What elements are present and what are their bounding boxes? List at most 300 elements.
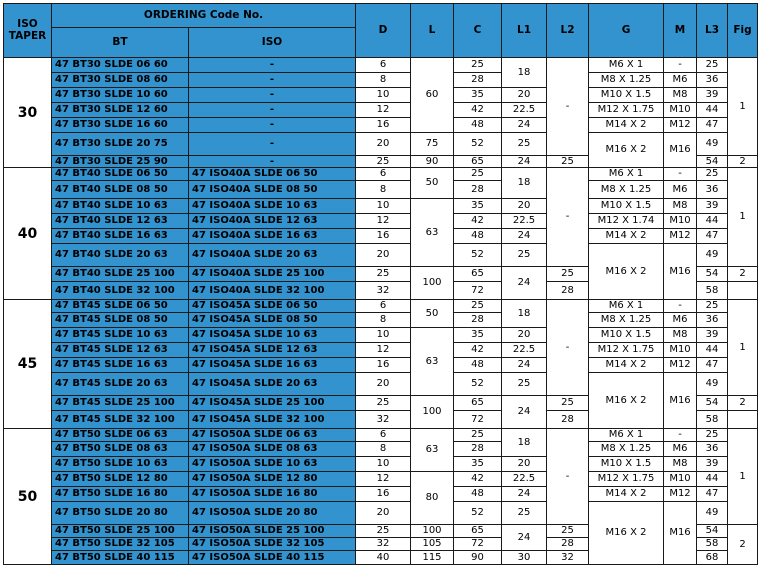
d-cell: 6 <box>356 58 411 73</box>
d-cell: 25 <box>356 525 411 538</box>
bt-code-cell: 47 BT45 SLDE 12 63 <box>52 343 189 358</box>
l-cell: 80 <box>411 472 454 525</box>
iso-code-cell: 47 ISO50A SLDE 16 80 <box>189 487 356 502</box>
bt-code-cell: 47 BT30 SLDE 16 60 <box>52 118 189 133</box>
table-row <box>4 487 758 502</box>
m-cell: M10 <box>664 472 697 487</box>
bt-code-cell: 47 BT40 SLDE 32 100 <box>52 282 189 300</box>
iso-code-cell: - <box>189 73 356 88</box>
header-m: M <box>664 4 697 58</box>
bt-code-cell: 47 BT30 SLDE 20 75 <box>52 133 189 156</box>
c-cell: 28 <box>454 313 502 328</box>
l3-cell: 47 <box>697 487 728 502</box>
g-cell: M14 X 2 <box>589 487 664 502</box>
c-cell: 35 <box>454 199 502 214</box>
d-cell: 10 <box>356 199 411 214</box>
fig-cell <box>728 411 758 429</box>
g-cell: M6 X 1 <box>589 429 664 442</box>
table-row <box>4 472 758 487</box>
iso-code-cell: - <box>189 118 356 133</box>
d-cell: 20 <box>356 244 411 267</box>
bt-code-cell: 47 BT50 SLDE 10 63 <box>52 457 189 472</box>
d-cell: 6 <box>356 429 411 442</box>
taper-cell: 40 <box>4 168 52 300</box>
c-cell: 28 <box>454 73 502 88</box>
l-cell: 115 <box>411 551 454 565</box>
fig-cell: 1 <box>728 168 758 267</box>
d-cell: 20 <box>356 373 411 396</box>
l1-cell: 24 <box>502 525 547 551</box>
iso-code-cell: 47 ISO45A SLDE 12 63 <box>189 343 356 358</box>
d-cell: 12 <box>356 103 411 118</box>
m-cell: - <box>664 58 697 73</box>
c-cell: 52 <box>454 502 502 525</box>
c-cell: 28 <box>454 181 502 199</box>
taper-cell: 30 <box>4 58 52 168</box>
m-cell: M16 <box>664 244 697 300</box>
iso-code-cell: - <box>189 133 356 156</box>
l1-cell: 24 <box>502 229 547 244</box>
c-cell: 52 <box>454 133 502 156</box>
l3-cell: 25 <box>697 168 728 181</box>
l-cell: 60 <box>411 58 454 133</box>
d-cell: 8 <box>356 181 411 199</box>
c-cell: 72 <box>454 411 502 429</box>
bt-code-cell: 47 BT30 SLDE 06 60 <box>52 58 189 73</box>
l-cell: 90 <box>411 156 454 168</box>
l3-cell: 39 <box>697 328 728 343</box>
header-c: C <box>454 4 502 58</box>
g-cell: M8 X 1.25 <box>589 73 664 88</box>
taper-cell: 50 <box>4 429 52 565</box>
bt-code-cell: 47 BT45 SLDE 06 50 <box>52 300 189 313</box>
table-row <box>4 199 758 214</box>
m-cell: M12 <box>664 229 697 244</box>
l1-cell: 24 <box>502 358 547 373</box>
l3-cell: 58 <box>697 538 728 551</box>
l-cell: 100 <box>411 267 454 300</box>
l2-cell: 28 <box>547 282 589 300</box>
d-cell: 10 <box>356 88 411 103</box>
c-cell: 48 <box>454 487 502 502</box>
m-cell: M8 <box>664 88 697 103</box>
l1-cell: 18 <box>502 168 547 199</box>
m-cell: - <box>664 168 697 181</box>
g-cell: M8 X 1.25 <box>589 181 664 199</box>
table-row <box>4 88 758 103</box>
table-row <box>4 181 758 199</box>
c-cell: 48 <box>454 358 502 373</box>
bt-code-cell: 47 BT30 SLDE 10 60 <box>52 88 189 103</box>
table-row <box>4 118 758 133</box>
d-cell: 6 <box>356 300 411 313</box>
bt-code-cell: 47 BT50 SLDE 06 63 <box>52 429 189 442</box>
l2-cell: - <box>547 58 589 156</box>
d-cell: 20 <box>356 133 411 156</box>
g-cell: M10 X 1.5 <box>589 457 664 472</box>
iso-code-cell: 47 ISO40A SLDE 25 100 <box>189 267 356 282</box>
bt-code-cell: 47 BT50 SLDE 25 100 <box>52 525 189 538</box>
l3-cell: 68 <box>697 551 728 565</box>
l1-cell: 22.5 <box>502 343 547 358</box>
bt-code-cell: 47 BT40 SLDE 12 63 <box>52 214 189 229</box>
ordering-table <box>3 3 758 565</box>
d-cell: 6 <box>356 168 411 181</box>
l-cell: 63 <box>411 429 454 472</box>
table-row <box>4 133 758 156</box>
bt-code-cell: 47 BT50 SLDE 32 105 <box>52 538 189 551</box>
l3-cell: 47 <box>697 358 728 373</box>
m-cell: M10 <box>664 343 697 358</box>
l-cell: 50 <box>411 168 454 199</box>
c-cell: 25 <box>454 429 502 442</box>
m-cell: M8 <box>664 199 697 214</box>
g-cell: M12 X 1.74 <box>589 214 664 229</box>
iso-code-cell: 47 ISO50A SLDE 40 115 <box>189 551 356 565</box>
l1-cell: 24 <box>502 396 547 429</box>
g-cell: M12 X 1.75 <box>589 103 664 118</box>
d-cell: 16 <box>356 358 411 373</box>
l1-cell: 18 <box>502 429 547 457</box>
header-l2: L2 <box>547 4 589 58</box>
fig-cell: 1 <box>728 429 758 525</box>
l2-cell: - <box>547 168 589 267</box>
table-row <box>4 358 758 373</box>
g-cell: M14 X 2 <box>589 118 664 133</box>
d-cell: 8 <box>356 442 411 457</box>
m-cell: M8 <box>664 328 697 343</box>
d-cell: 32 <box>356 411 411 429</box>
bt-code-cell: 47 BT45 SLDE 32 100 <box>52 411 189 429</box>
d-cell: 16 <box>356 229 411 244</box>
table-row <box>4 328 758 343</box>
l1-cell: 24 <box>502 487 547 502</box>
g-cell: M12 X 1.75 <box>589 343 664 358</box>
l3-cell: 36 <box>697 313 728 328</box>
bt-code-cell: 47 BT40 SLDE 08 50 <box>52 181 189 199</box>
m-cell: M16 <box>664 502 697 565</box>
l3-cell: 49 <box>697 244 728 267</box>
iso-code-cell: 47 ISO50A SLDE 32 105 <box>189 538 356 551</box>
l3-cell: 54 <box>697 267 728 282</box>
iso-code-cell: 47 ISO45A SLDE 25 100 <box>189 396 356 411</box>
iso-code-cell: - <box>189 103 356 118</box>
fig-cell <box>728 282 758 300</box>
bt-code-cell: 47 BT45 SLDE 08 50 <box>52 313 189 328</box>
c-cell: 48 <box>454 229 502 244</box>
bt-code-cell: 47 BT30 SLDE 12 60 <box>52 103 189 118</box>
table-row <box>4 313 758 328</box>
m-cell: M10 <box>664 103 697 118</box>
table-row <box>4 300 758 313</box>
c-cell: 52 <box>454 373 502 396</box>
iso-code-cell: 47 ISO45A SLDE 06 50 <box>189 300 356 313</box>
bt-code-cell: 47 BT40 SLDE 16 63 <box>52 229 189 244</box>
l1-cell: 25 <box>502 502 547 525</box>
c-cell: 25 <box>454 300 502 313</box>
l1-cell: 25 <box>502 244 547 267</box>
d-cell: 25 <box>356 156 411 168</box>
iso-code-cell: 47 ISO45A SLDE 10 63 <box>189 328 356 343</box>
l3-cell: 54 <box>697 396 728 411</box>
iso-code-cell: 47 ISO40A SLDE 12 63 <box>189 214 356 229</box>
bt-code-cell: 47 BT50 SLDE 16 80 <box>52 487 189 502</box>
l3-cell: 36 <box>697 181 728 199</box>
l1-cell: 20 <box>502 88 547 103</box>
l1-cell: 30 <box>502 551 547 565</box>
d-cell: 25 <box>356 396 411 411</box>
table-row <box>4 429 758 442</box>
l1-cell: 18 <box>502 58 547 88</box>
bt-code-cell: 47 BT50 SLDE 08 63 <box>52 442 189 457</box>
l1-cell: 25 <box>502 133 547 156</box>
d-cell: 32 <box>356 538 411 551</box>
l3-cell: 39 <box>697 457 728 472</box>
iso-code-cell: 47 ISO40A SLDE 20 63 <box>189 244 356 267</box>
header-fig: Fig <box>728 4 758 58</box>
m-cell: M16 <box>664 373 697 429</box>
g-cell: M16 X 2 <box>589 373 664 429</box>
m-cell: M12 <box>664 487 697 502</box>
header-l: L <box>411 4 454 58</box>
table-row <box>4 58 758 73</box>
l3-cell: 58 <box>697 282 728 300</box>
iso-code-cell: 47 ISO40A SLDE 16 63 <box>189 229 356 244</box>
fig-cell: 2 <box>728 267 758 282</box>
table-row <box>4 343 758 358</box>
g-cell: M16 X 2 <box>589 244 664 300</box>
l-cell: 100 <box>411 525 454 538</box>
iso-code-cell: - <box>189 88 356 103</box>
l3-cell: 25 <box>697 58 728 73</box>
g-cell: M6 X 1 <box>589 300 664 313</box>
d-cell: 8 <box>356 313 411 328</box>
bt-code-cell: 47 BT45 SLDE 16 63 <box>52 358 189 373</box>
fig-cell: 2 <box>728 396 758 411</box>
l2-cell: 28 <box>547 538 589 551</box>
g-cell: M8 X 1.25 <box>589 442 664 457</box>
l-cell: 105 <box>411 538 454 551</box>
c-cell: 65 <box>454 396 502 411</box>
l3-cell: 44 <box>697 343 728 358</box>
d-cell: 25 <box>356 267 411 282</box>
g-cell: M6 X 1 <box>589 168 664 181</box>
l2-cell: 25 <box>547 267 589 282</box>
table-row <box>4 73 758 88</box>
m-cell: M16 <box>664 133 697 168</box>
iso-code-cell: - <box>189 156 356 168</box>
l3-cell: 36 <box>697 73 728 88</box>
l3-cell: 54 <box>697 156 728 168</box>
d-cell: 10 <box>356 457 411 472</box>
iso-code-cell: 47 ISO50A SLDE 20 80 <box>189 502 356 525</box>
bt-code-cell: 47 BT50 SLDE 20 80 <box>52 502 189 525</box>
l3-cell: 58 <box>697 411 728 429</box>
c-cell: 28 <box>454 442 502 457</box>
l2-cell: 25 <box>547 396 589 411</box>
l3-cell: 44 <box>697 103 728 118</box>
table-row <box>4 373 758 396</box>
m-cell: - <box>664 429 697 442</box>
c-cell: 48 <box>454 118 502 133</box>
bt-code-cell: 47 BT45 SLDE 25 100 <box>52 396 189 411</box>
table-row <box>4 457 758 472</box>
d-cell: 20 <box>356 502 411 525</box>
l1-cell: 24 <box>502 267 547 300</box>
l2-cell: - <box>547 429 589 525</box>
l3-cell: 49 <box>697 133 728 156</box>
fig-cell: 2 <box>728 156 758 168</box>
header-g: G <box>589 4 664 58</box>
l3-cell: 47 <box>697 118 728 133</box>
fig-cell: 1 <box>728 58 758 156</box>
iso-code-cell: 47 ISO45A SLDE 16 63 <box>189 358 356 373</box>
iso-code-cell: 47 ISO40A SLDE 08 50 <box>189 181 356 199</box>
l3-cell: 36 <box>697 442 728 457</box>
c-cell: 25 <box>454 168 502 181</box>
l2-cell: 28 <box>547 411 589 429</box>
bt-code-cell: 47 BT40 SLDE 25 100 <box>52 267 189 282</box>
iso-code-cell: 47 ISO50A SLDE 10 63 <box>189 457 356 472</box>
d-cell: 32 <box>356 282 411 300</box>
c-cell: 35 <box>454 457 502 472</box>
table-row <box>4 103 758 118</box>
c-cell: 52 <box>454 244 502 267</box>
l-cell: 63 <box>411 199 454 267</box>
bt-code-cell: 47 BT45 SLDE 10 63 <box>52 328 189 343</box>
d-cell: 12 <box>356 214 411 229</box>
header-iso: ISO <box>189 28 356 58</box>
header-bt: BT <box>52 28 189 58</box>
l1-cell: 22.5 <box>502 472 547 487</box>
d-cell: 16 <box>356 487 411 502</box>
table-row <box>4 229 758 244</box>
l2-cell: 25 <box>547 525 589 538</box>
fig-cell: 1 <box>728 300 758 396</box>
iso-code-cell: 47 ISO40A SLDE 06 50 <box>189 168 356 181</box>
c-cell: 72 <box>454 538 502 551</box>
m-cell: M8 <box>664 457 697 472</box>
c-cell: 72 <box>454 282 502 300</box>
bt-code-cell: 47 BT40 SLDE 20 63 <box>52 244 189 267</box>
fig-cell: 2 <box>728 525 758 565</box>
d-cell: 10 <box>356 328 411 343</box>
m-cell: M12 <box>664 118 697 133</box>
iso-code-cell: 47 ISO50A SLDE 06 63 <box>189 429 356 442</box>
g-cell: M14 X 2 <box>589 229 664 244</box>
table-row <box>4 442 758 457</box>
l3-cell: 47 <box>697 229 728 244</box>
m-cell: - <box>664 300 697 313</box>
d-cell: 12 <box>356 472 411 487</box>
header-ordering-code: ORDERING Code No. <box>52 4 356 28</box>
l2-cell: - <box>547 300 589 396</box>
l1-cell: 20 <box>502 457 547 472</box>
bt-code-cell: 47 BT30 SLDE 25 90 <box>52 156 189 168</box>
l1-cell: 24 <box>502 156 547 168</box>
l1-cell: 18 <box>502 300 547 328</box>
l3-cell: 25 <box>697 300 728 313</box>
g-cell: M8 X 1.25 <box>589 313 664 328</box>
bt-code-cell: 47 BT40 SLDE 10 63 <box>52 199 189 214</box>
table-row <box>4 168 758 181</box>
c-cell: 65 <box>454 156 502 168</box>
l2-cell: 32 <box>547 551 589 565</box>
table-row <box>4 214 758 229</box>
l1-cell: 24 <box>502 118 547 133</box>
g-cell: M10 X 1.5 <box>589 328 664 343</box>
g-cell: M16 X 2 <box>589 133 664 168</box>
d-cell: 16 <box>356 118 411 133</box>
g-cell: M10 X 1.5 <box>589 199 664 214</box>
header-d: D <box>356 4 411 58</box>
c-cell: 42 <box>454 343 502 358</box>
c-cell: 35 <box>454 88 502 103</box>
l1-cell: 20 <box>502 328 547 343</box>
l-cell: 63 <box>411 328 454 396</box>
iso-code-cell: 47 ISO50A SLDE 25 100 <box>189 525 356 538</box>
g-cell: M6 X 1 <box>589 58 664 73</box>
l1-cell: 22.5 <box>502 103 547 118</box>
m-cell: M6 <box>664 181 697 199</box>
d-cell: 12 <box>356 343 411 358</box>
l3-cell: 44 <box>697 214 728 229</box>
c-cell: 42 <box>454 214 502 229</box>
header-iso-taper: ISO TAPER <box>4 4 52 58</box>
l3-cell: 25 <box>697 429 728 442</box>
d-cell: 8 <box>356 73 411 88</box>
iso-code-cell: 47 ISO40A SLDE 10 63 <box>189 199 356 214</box>
l3-cell: 49 <box>697 502 728 525</box>
l-cell: 50 <box>411 300 454 328</box>
l1-cell: 25 <box>502 373 547 396</box>
iso-code-cell: 47 ISO50A SLDE 12 80 <box>189 472 356 487</box>
g-cell: M10 X 1.5 <box>589 88 664 103</box>
c-cell: 42 <box>454 472 502 487</box>
table-row <box>4 502 758 525</box>
bt-code-cell: 47 BT30 SLDE 08 60 <box>52 73 189 88</box>
l3-cell: 44 <box>697 472 728 487</box>
d-cell: 40 <box>356 551 411 565</box>
c-cell: 25 <box>454 58 502 73</box>
g-cell: M14 X 2 <box>589 358 664 373</box>
c-cell: 65 <box>454 525 502 538</box>
table-row <box>4 244 758 267</box>
l1-cell: 22.5 <box>502 214 547 229</box>
m-cell: M6 <box>664 73 697 88</box>
m-cell: M12 <box>664 358 697 373</box>
m-cell: M6 <box>664 442 697 457</box>
header-l3: L3 <box>697 4 728 58</box>
c-cell: 65 <box>454 267 502 282</box>
g-cell: M16 X 2 <box>589 502 664 565</box>
l2-cell: 25 <box>547 156 589 168</box>
l-cell: 100 <box>411 396 454 429</box>
taper-cell: 45 <box>4 300 52 429</box>
m-cell: M6 <box>664 313 697 328</box>
bt-code-cell: 47 BT50 SLDE 12 80 <box>52 472 189 487</box>
l3-cell: 54 <box>697 525 728 538</box>
l1-cell: 20 <box>502 199 547 214</box>
bt-code-cell: 47 BT45 SLDE 20 63 <box>52 373 189 396</box>
iso-code-cell: 47 ISO45A SLDE 32 100 <box>189 411 356 429</box>
iso-code-cell: - <box>189 58 356 73</box>
bt-code-cell: 47 BT40 SLDE 06 50 <box>52 168 189 181</box>
c-cell: 42 <box>454 103 502 118</box>
iso-code-cell: 47 ISO45A SLDE 08 50 <box>189 313 356 328</box>
iso-code-cell: 47 ISO50A SLDE 08 63 <box>189 442 356 457</box>
iso-code-cell: 47 ISO40A SLDE 32 100 <box>189 282 356 300</box>
